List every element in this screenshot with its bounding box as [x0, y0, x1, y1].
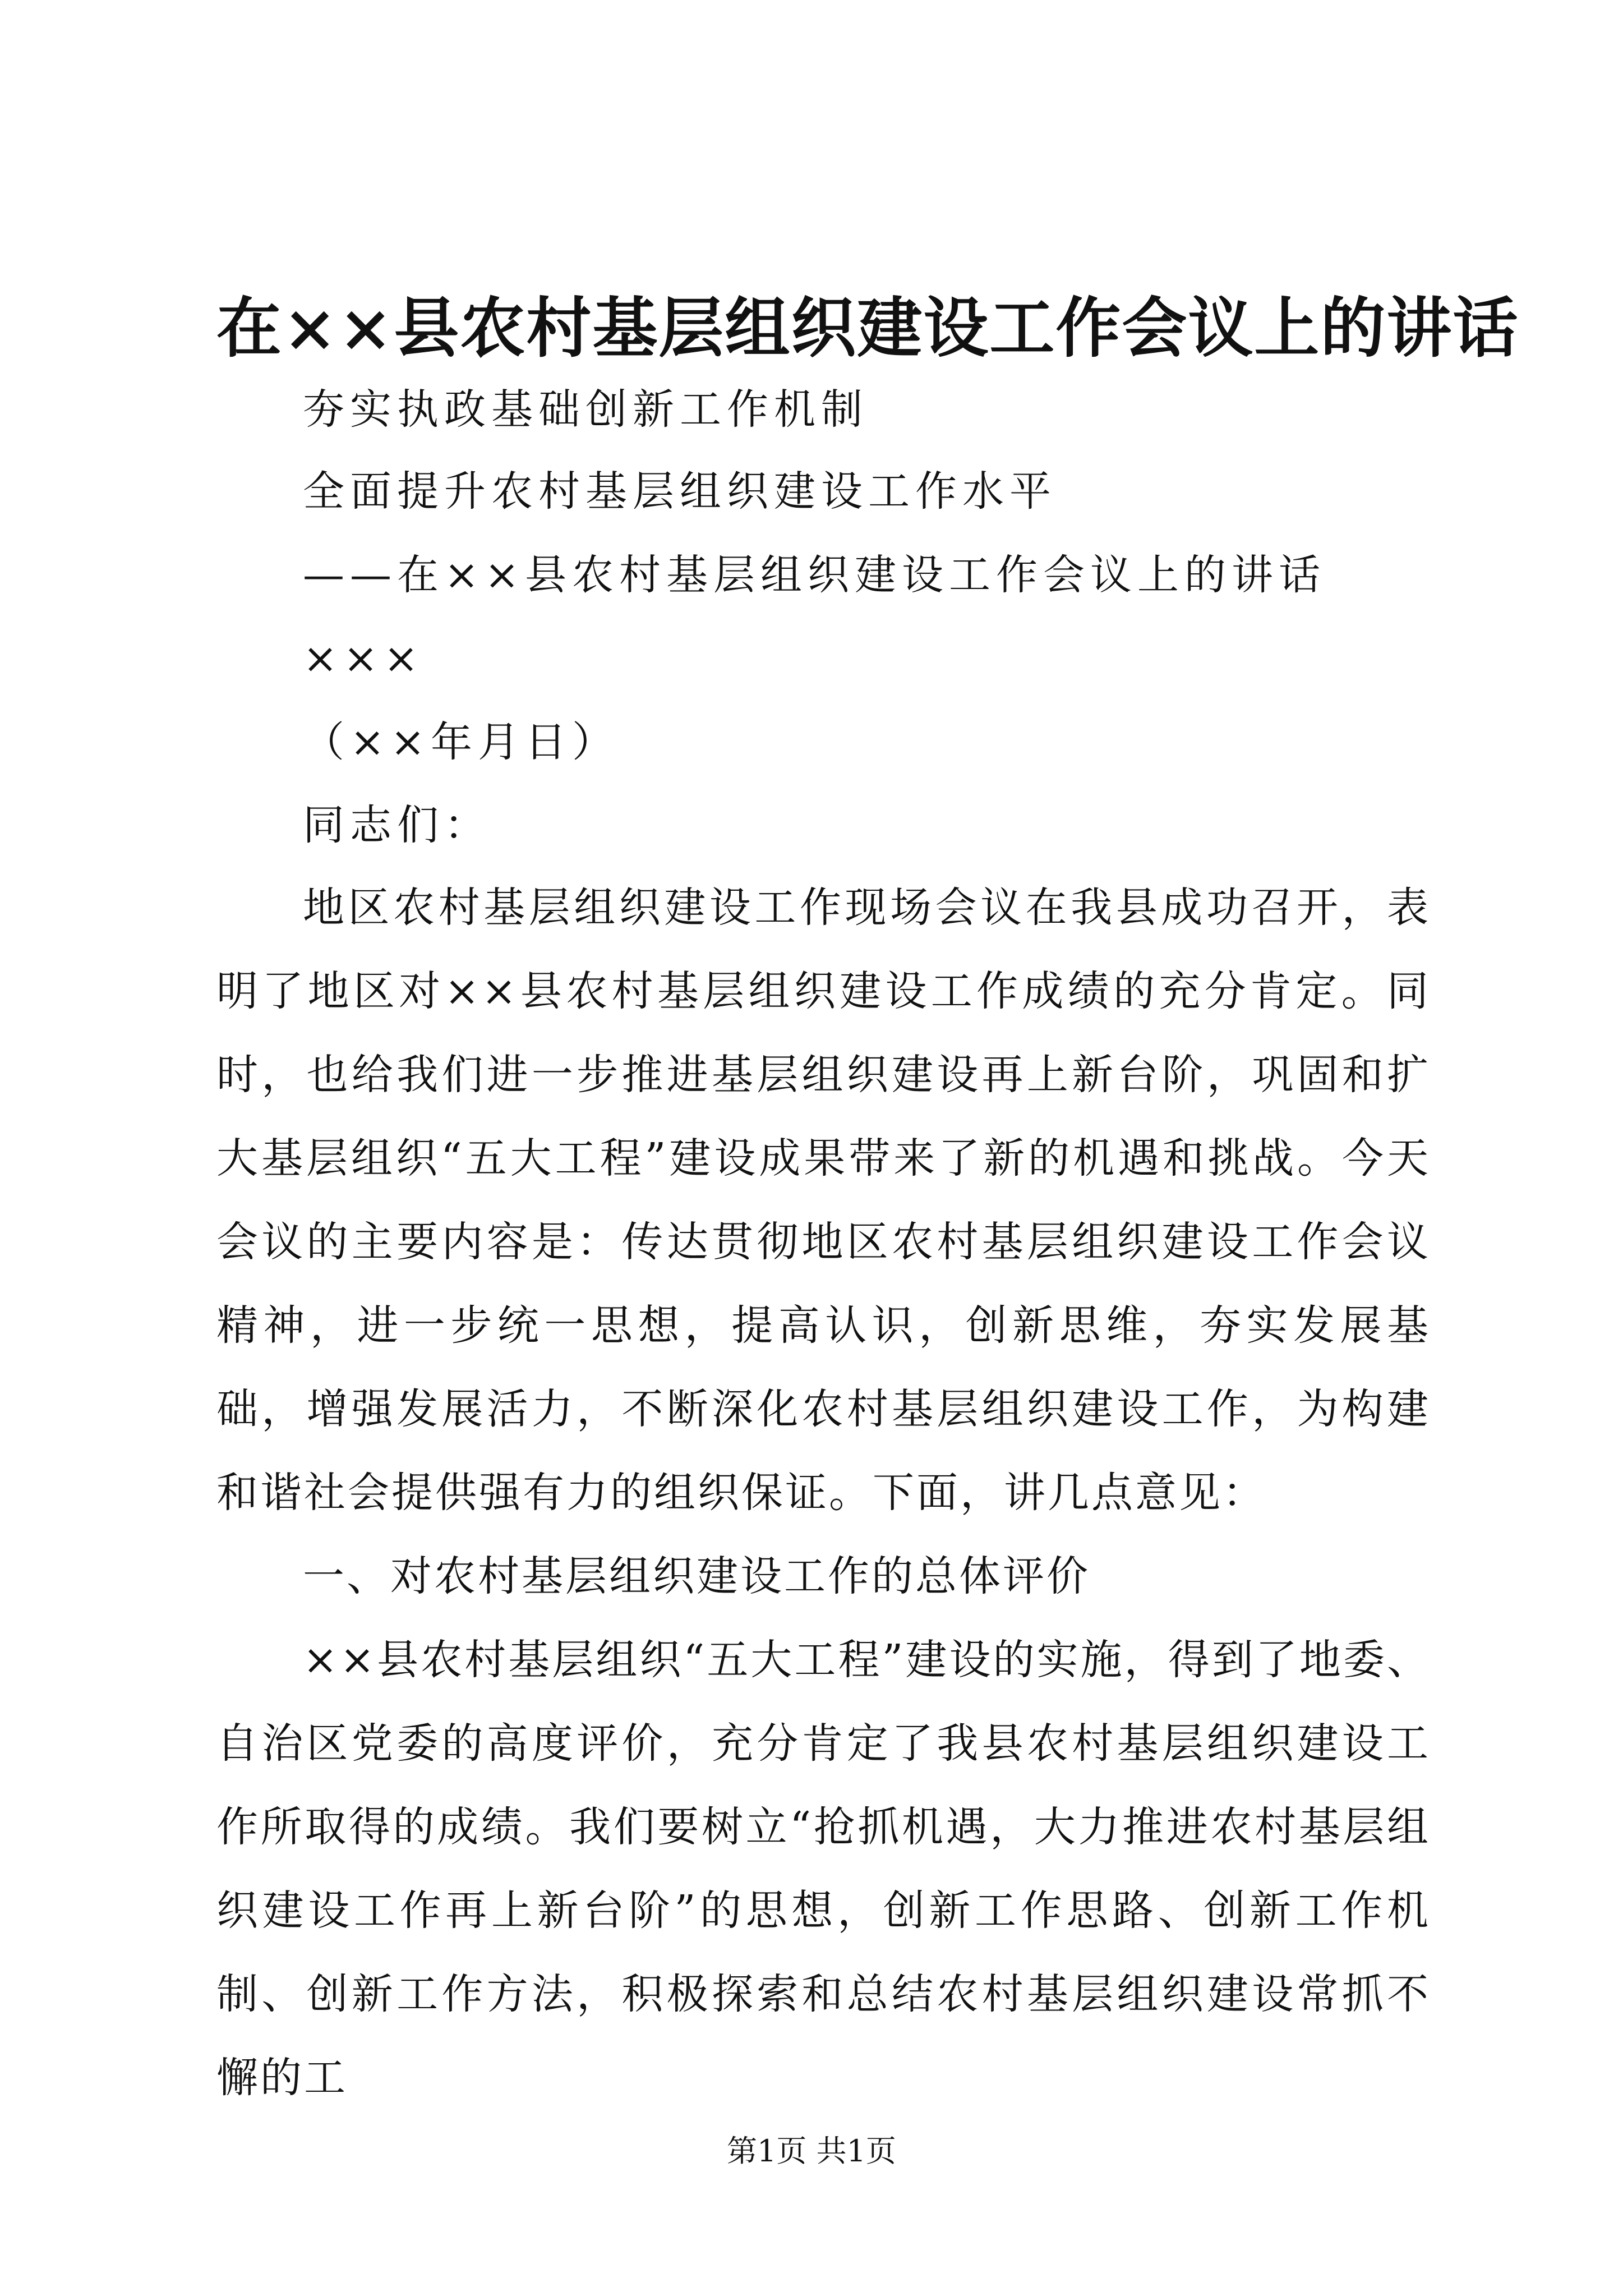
subtitle-line-2: 全面提升农村基层组织建设工作水平	[303, 467, 1057, 516]
speaker-name: ×××	[303, 634, 425, 683]
document-title: 在××县农村基层组织建设工作会议上的讲话	[216, 290, 1519, 366]
page-footer: 第1页 共1页	[727, 2133, 896, 2169]
speech-title-line: ——在××县农村基层组织建设工作会议上的讲话	[303, 551, 1326, 599]
section-heading-1: 一、对农村基层组织建设工作的总体评价	[303, 1552, 1090, 1600]
subtitle-line-1: 夯实执政基础创新工作机制	[303, 385, 868, 434]
greeting: 同志们：	[303, 801, 491, 849]
speech-date: （××年月日）	[303, 718, 620, 766]
body-paragraph-1: 地区农村基层组织建设工作现场会议在我县成功召开，表明了地区对××县农村基层组织建设工作成绩的充分肯定。同时，也给我们进一步推进基层组织建设再上新台阶，巩固和扩大基层组织“五大工程”建设成果带来了新的机遇和挑战。今天会议的主要内容是：传达贯彻地区农村基层组织建设工作会议精神，进一步统一思想，提高认识，创新思维，夯实发展基础，增强发展活力，不断深化农村基层组织建设工作，为构建和谐社会提供强有力的组织保证。下面，讲几点意见：	[216, 884, 1431, 1517]
body-paragraph-2: ××县农村基层组织“五大工程”建设的实施，得到了地委、自治区党委的高度评价，充分肯定了我县农村基层组织建设工作所取得的成绩。我们要树立“抢抓机遇，大力推进农村基层组织建设工作再上新台阶”的思想，创新工作思路、创新工作机制、创新工作方法，积极探索和总结农村基层组织建设常抓不懈的工	[216, 1636, 1431, 2102]
